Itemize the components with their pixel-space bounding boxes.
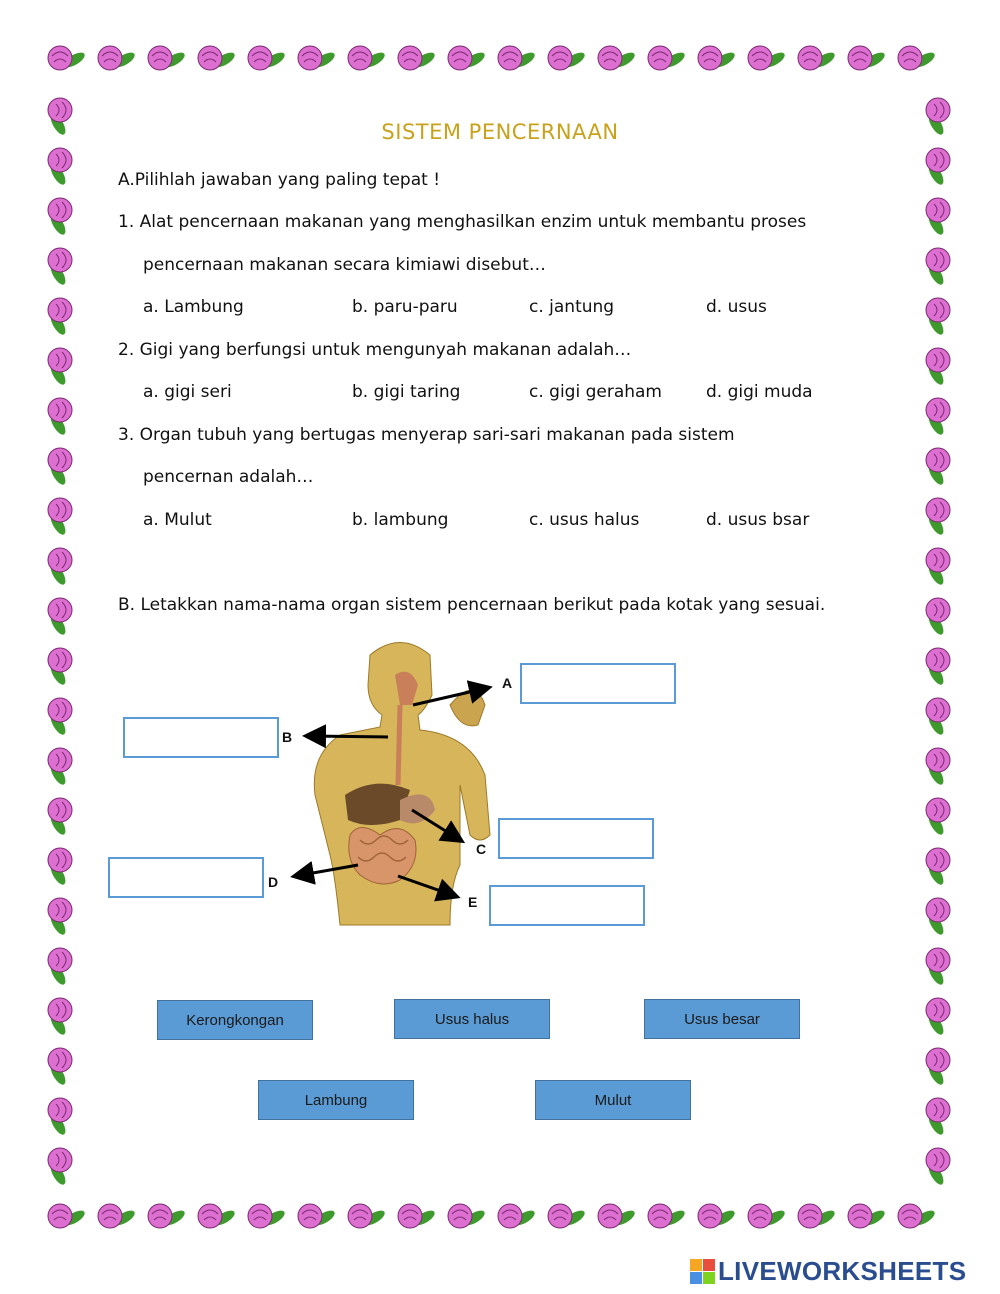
flower-icon [198,46,237,70]
flower-icon [598,1204,637,1228]
flower-icon [926,1148,950,1187]
section-b-instruction: B. Letakkan nama-nama organ sistem pencernaan berikut pada kotak yang sesuai. [118,595,826,615]
label-a: A [502,675,513,691]
flower-icon [48,548,72,587]
question-3-line-2: pencernan adalah… [143,467,314,487]
question-2-option-a[interactable]: a. gigi seri [143,382,232,402]
flower-icon [398,46,437,70]
label-c: C [476,841,487,857]
flower-icon [48,1204,87,1228]
flower-icon [48,948,72,987]
flower-icon [926,248,950,287]
question-1-option-c[interactable]: c. jantung [529,297,615,317]
liveworksheets-brand: LIVEWORKSHEETS [718,1256,967,1286]
flower-icon [48,448,72,487]
flower-icon [348,46,387,70]
flower-icon [248,1204,287,1228]
flower-icon [198,1204,237,1228]
flower-icon [48,598,72,637]
flower-icon [926,848,950,887]
flower-icon [926,1098,950,1137]
question-1-line-2: pencernaan makanan secara kimiawi disebut… [143,255,546,275]
flower-icon [848,1204,887,1228]
question-2-option-c[interactable]: c. gigi geraham [529,382,662,402]
flower-icon [926,948,950,987]
flower-icon [298,1204,337,1228]
flower-icon [48,348,72,387]
flower-icon [48,898,72,937]
flower-icon [798,1204,837,1228]
flower-icon [98,1204,137,1228]
flower-icon [926,798,950,837]
flower-icon [748,1204,787,1228]
question-1-line-1: 1. Alat pencernaan makanan yang menghasilkan enzim untuk membantu proses [118,212,807,232]
section-a-instruction: A.Pilihlah jawaban yang paling tepat ! [118,170,441,190]
flower-icon [926,548,950,587]
flower-icon [926,398,950,437]
flower-icon [926,298,950,337]
chip-usus-besar[interactable]: Usus besar [644,999,800,1039]
flower-icon [48,748,72,787]
flower-icon [498,46,537,70]
flower-icon [926,748,950,787]
drop-box-a[interactable] [520,663,676,704]
flower-icon [48,1098,72,1137]
flower-icon [48,798,72,837]
question-3-option-b[interactable]: b. lambung [352,510,449,530]
flower-icon [448,46,487,70]
flower-icon [48,1148,72,1187]
flower-icon [48,398,72,437]
question-2-option-d[interactable]: d. gigi muda [706,382,813,402]
label-d: D [268,874,279,890]
flower-icon [898,46,937,70]
chip-kerongkongan[interactable]: Kerongkongan [157,1000,313,1040]
question-1-option-a[interactable]: a. Lambung [143,297,244,317]
flower-icon [598,46,637,70]
question-2-line-1: 2. Gigi yang berfungsi untuk mengunyah makanan adalah… [118,340,632,360]
page-title: SISTEM PENCERNAAN [381,120,619,144]
flower-icon [548,46,587,70]
flower-icon [148,46,187,70]
question-3-option-a[interactable]: a. Mulut [143,510,212,530]
flower-icon [648,1204,687,1228]
flower-icon [926,648,950,687]
liveworksheets-logo-icon [690,1259,716,1285]
label-e: E [468,894,478,910]
flower-icon [648,46,687,70]
flower-icon [926,598,950,637]
flower-icon [926,998,950,1037]
flower-icon [698,46,737,70]
question-1-option-d[interactable]: d. usus [706,297,767,317]
flower-icon [548,1204,587,1228]
flower-icon [926,198,950,237]
flower-icon [148,1204,187,1228]
question-3-line-1: 3. Organ tubuh yang bertugas menyerap sari-sari makanan pada sistem [118,425,735,445]
label-b: B [282,729,293,745]
flower-icon [348,1204,387,1228]
drop-box-c[interactable] [498,818,654,859]
chip-mulut[interactable]: Mulut [535,1080,691,1120]
flower-icon [926,898,950,937]
flower-icon [48,46,87,70]
flower-icon [926,148,950,187]
flower-icon [498,1204,537,1228]
drop-box-d[interactable] [108,857,264,898]
question-3-option-c[interactable]: c. usus halus [529,510,640,530]
flower-icon [48,498,72,537]
flower-icon [248,46,287,70]
flower-icon [926,698,950,737]
flower-icon [48,648,72,687]
flower-icon [398,1204,437,1228]
flower-icon [848,46,887,70]
drop-box-b[interactable] [123,717,279,758]
flower-icon [926,498,950,537]
flower-icon [48,298,72,337]
drop-box-e[interactable] [489,885,645,926]
flower-icon [48,998,72,1037]
digestive-system-illustration [300,635,500,930]
question-3-option-d[interactable]: d. usus bsar [706,510,810,530]
flower-icon [926,348,950,387]
flower-icon [48,148,72,187]
question-1-option-b[interactable]: b. paru-paru [352,297,458,317]
flower-icon [48,1048,72,1087]
question-2-option-b[interactable]: b. gigi taring [352,382,461,402]
flower-icon [448,1204,487,1228]
flower-icon [798,46,837,70]
flower-icon [48,248,72,287]
flower-icon [48,198,72,237]
flower-icon [898,1204,937,1228]
flower-icon [48,698,72,737]
flower-icon [748,46,787,70]
chip-usus-halus[interactable]: Usus halus [394,999,550,1039]
flower-icon [98,46,137,70]
flower-icon [48,848,72,887]
flower-icon [926,448,950,487]
flower-icon [698,1204,737,1228]
flower-icon [298,46,337,70]
chip-lambung[interactable]: Lambung [258,1080,414,1120]
flower-icon [926,1048,950,1087]
